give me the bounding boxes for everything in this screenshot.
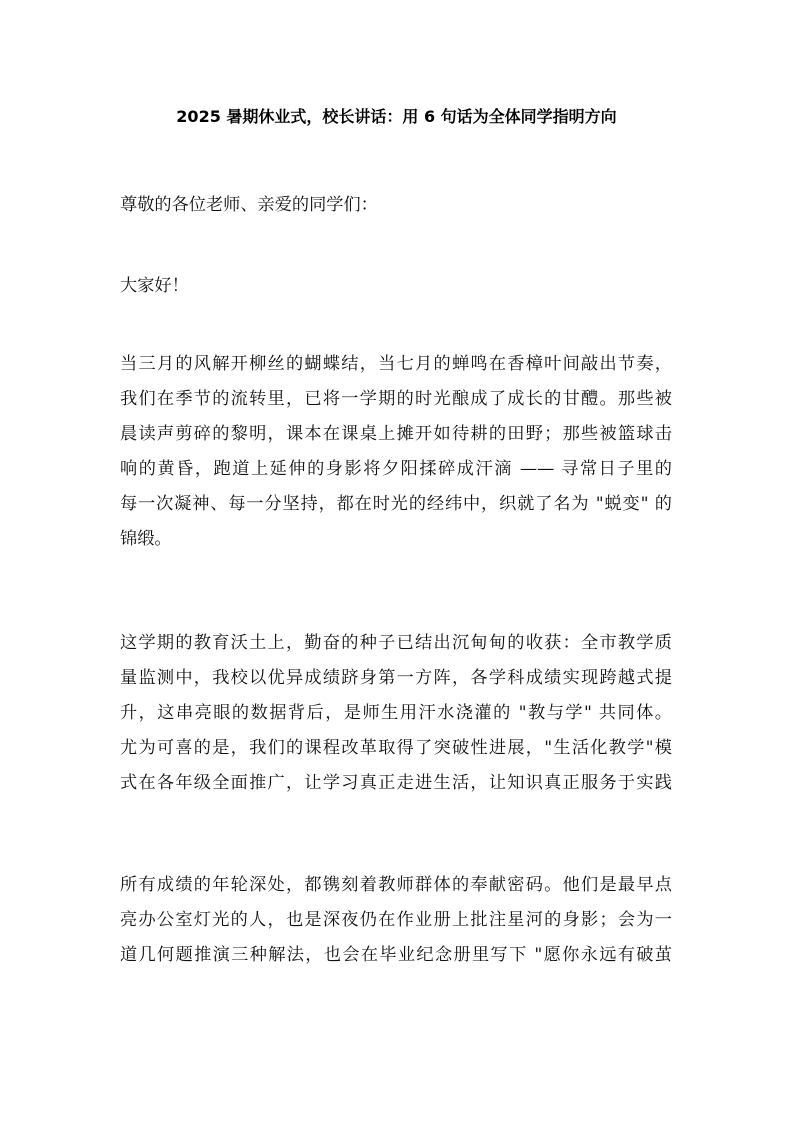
paragraph-line: 量监测中，我校以优异成绩跻身第一方阵，各学科成绩实现跨越式提 xyxy=(120,668,672,688)
paragraph-line: 晨读声剪碎的黎明，课本在课桌上摊开如待耕的田野；那些被篮球击 xyxy=(120,424,672,444)
paragraph-line: 当三月的风解开柳丝的蝴蝶结，当七月的蝉鸣在香樟叶间敲出节奏， xyxy=(120,354,672,374)
paragraph-line: 每一次凝神、每一分坚持，都在时光的经纬中，织就了名为 "蜕变" 的 xyxy=(120,494,672,514)
paragraph-line: 我们在季节的流转里，已将一学期的时光酿成了成长的甘醴。那些被 xyxy=(120,389,672,409)
paragraph-line: 式在各年级全面推广，让学习真正走进生活，让知识真正服务于实践 xyxy=(120,773,672,793)
paragraph-line: 亮办公室灯光的人，也是深夜仍在作业册上批注星河的身影；会为一 xyxy=(120,910,672,930)
paragraph-line: 锦缎。 xyxy=(120,529,172,549)
document-title: 2025 暑期休业式，校长讲话：用 6 句话为全体同学指明方向 xyxy=(176,107,617,126)
paragraph-line: 尤为可喜的是，我们的课程改革取得了突破性进展，"生活化教学"模 xyxy=(120,738,672,758)
salutation: 尊敬的各位老师、亲爱的同学们： xyxy=(120,195,378,215)
paragraph-line: 道几何题推演三种解法，也会在毕业纪念册里写下 "愿你永远有破茧 xyxy=(120,945,672,965)
paragraph-line: 响的黄昏，跑道上延伸的身影将夕阳揉碎成汗滴 —— 寻常日子里的 xyxy=(120,459,672,479)
paragraph-2 xyxy=(120,626,672,801)
paragraph-line: 升，这串亮眼的数据背后，是师生用汗水浇灌的 "教与学" 共同体。 xyxy=(120,703,672,723)
paragraph-1 xyxy=(120,347,672,557)
paragraph-line: 所有成绩的年轮深处，都镌刻着教师群体的奉献密码。他们是最早点 xyxy=(120,875,672,895)
greeting: 大家好！ xyxy=(120,276,189,296)
paragraph-line: 这学期的教育沃土上，勤奋的种子已结出沉甸甸的收获：全市教学质 xyxy=(120,633,672,653)
paragraph-3 xyxy=(120,868,672,973)
